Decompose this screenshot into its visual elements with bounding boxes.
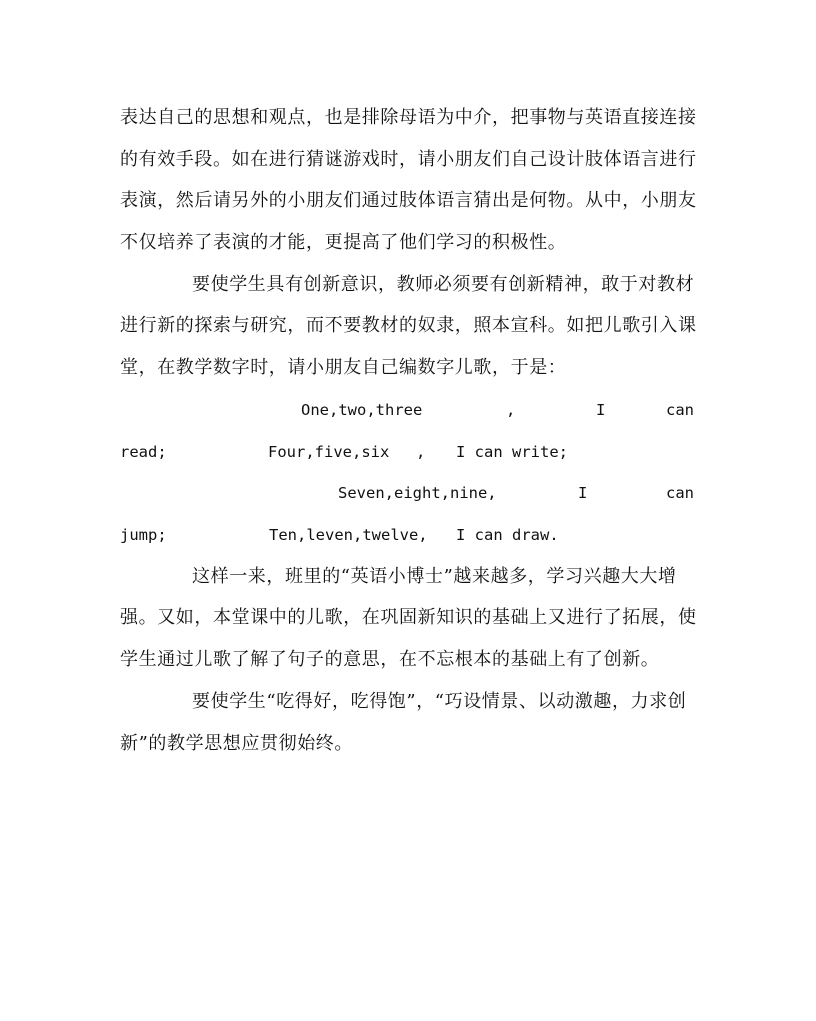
rhyme-segment: can [666,484,694,502]
rhyme-segment: I can draw. [456,526,559,544]
paragraph-line: 要使学生“吃得好，吃得饱”，“巧设情景、以动激趣，力求创 [192,691,687,712]
rhyme-segment: Four,five,six [268,443,390,461]
paragraph-line: 堂，在教学数字时，请小朋友自己编数字儿歌，于是： [120,357,567,378]
paragraph-line: 的有效手段。如在进行猜谜游戏时，请小朋友们自己设计肢体语言进行 [120,149,697,170]
rhyme-segment: Ten,leven,twelve, [269,526,428,544]
paragraph-line: 不仅培养了表演的才能，更提高了他们学习的积极性。 [120,232,567,253]
paragraph-line: 要使学生具有创新意识，教师必须要有创新精神，敢于对教材 [192,274,695,295]
paragraph-line: 表达自己的思想和观点，也是排除母语为中介，把事物与英语直接连接 [120,107,697,128]
rhyme-segment: , [506,401,516,419]
rhyme-segment: read; [120,443,167,461]
rhyme-segment: I [596,401,606,419]
paragraph-line: 学生通过儿歌了解了句子的意思，在不忘根本的基础上有了创新。 [120,649,660,670]
paragraph-line: 强。又如，本堂课中的儿歌，在巩固新知识的基础上又进行了拓展，使 [120,607,697,628]
rhyme-segment: One,two,three [301,401,423,419]
paragraph-line: 表演，然后请另外的小朋友们通过肢体语言猜出是何物。从中，小朋友 [120,190,697,211]
rhyme-segment: Seven,eight,nine, [338,484,497,502]
paragraph-line: 进行新的探索与研究，而不要教材的奴隶，照本宣科。如把儿歌引入课 [120,315,697,336]
rhyme-segment: , [416,443,426,461]
paragraph-line: 新”的教学思想应贯彻始终。 [120,733,354,754]
rhyme-segment: can [666,401,694,419]
rhyme-segment: I can write; [456,443,568,461]
rhyme-segment: I [578,484,588,502]
rhyme-segment: jump; [120,526,167,544]
paragraph-line: 这样一来，班里的“英语小博士”越来越多，学习兴趣大大增 [192,566,677,587]
